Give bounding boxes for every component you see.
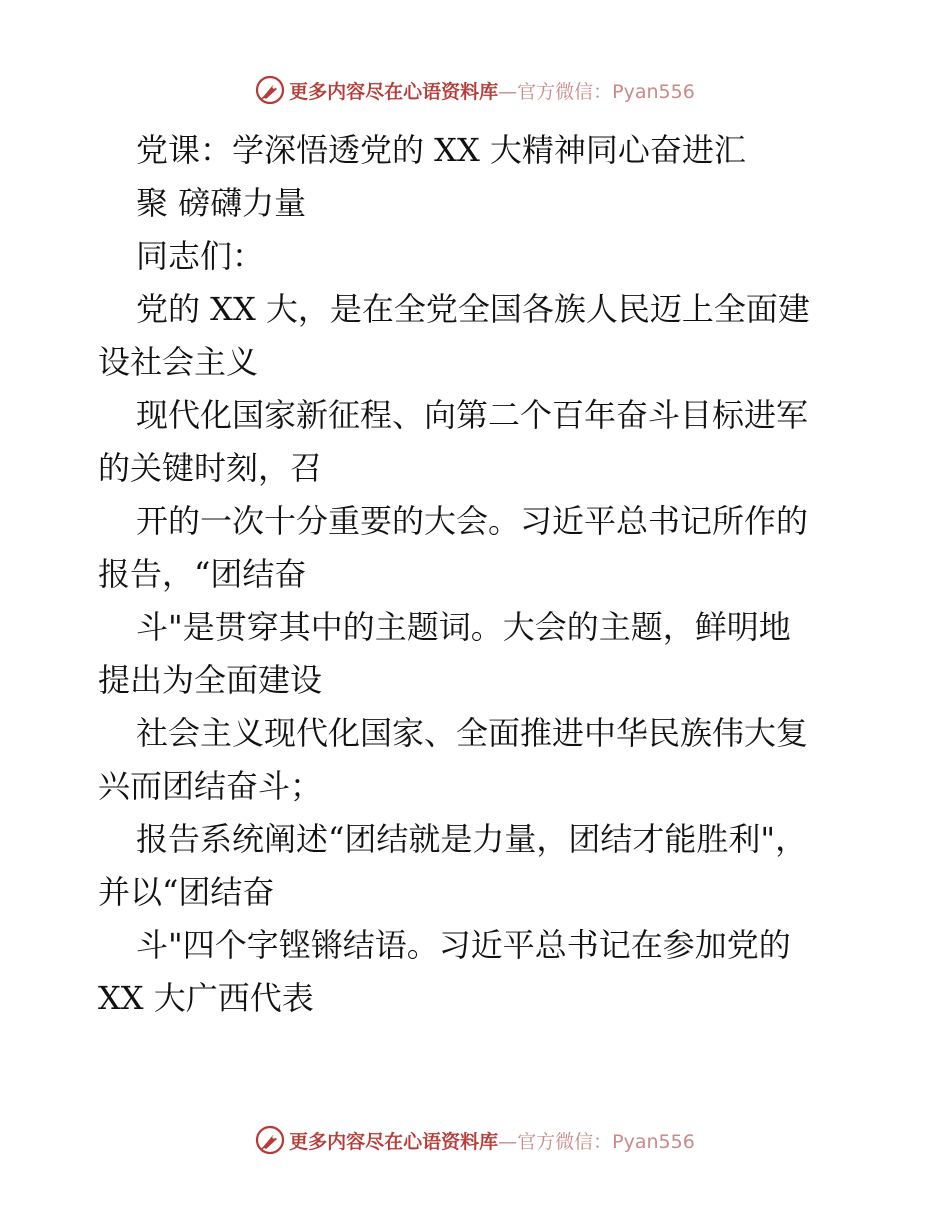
paragraph-line: 报告，“团结奋	[98, 555, 307, 593]
paragraph-line: 斗"四个字铿锵结语。习近平总书记在参加党的	[136, 926, 791, 964]
pen-tip-logo-icon	[255, 75, 285, 105]
paragraph-line: 社会主义现代化国家、全面推进中华民族伟大复	[136, 714, 809, 752]
watermark-text	[289, 1127, 695, 1154]
watermark-sub: 官方微信：Pyan556	[517, 1130, 695, 1153]
paragraph-line: 设社会主义	[98, 343, 259, 381]
watermark-sub: 官方微信：Pyan556	[517, 80, 695, 103]
title-line-2: 聚 磅礴力量	[136, 184, 307, 222]
watermark-text	[289, 77, 695, 104]
pen-tip-logo-icon	[255, 1125, 285, 1155]
paragraph-line: 提出为全面建设	[98, 661, 323, 699]
watermark-banner-top	[0, 72, 950, 108]
paragraph-line: 党的 XX 大，是在全党全国各族人民迈上全面建	[136, 290, 810, 328]
watermark-dash: —	[498, 80, 518, 103]
watermark-banner-bottom	[0, 1122, 950, 1158]
watermark-dash: —	[498, 1130, 518, 1153]
watermark-main: 更多内容尽在心语资料库	[289, 1130, 499, 1153]
document-body	[98, 124, 858, 1025]
paragraph-line: 并以“团结奋	[98, 873, 275, 911]
paragraph-line: 的关键时刻，召	[98, 449, 323, 487]
paragraph-line: 现代化国家新征程、向第二个百年奋斗目标进军	[136, 396, 809, 434]
paragraph-line: XX 大广西代表	[98, 979, 314, 1017]
paragraph-line: 兴而团结奋斗；	[98, 767, 323, 805]
paragraph-line: 报告系统阐述“团结就是力量，团结才能胜利"，	[136, 820, 808, 858]
title-line-1: 党课：学深悟透党的 XX 大精神同心奋进汇	[136, 131, 746, 169]
salutation: 同志们：	[136, 237, 265, 275]
paragraph-line: 斗"是贯穿其中的主题词。大会的主题，鲜明地	[136, 608, 791, 646]
watermark-main: 更多内容尽在心语资料库	[289, 80, 499, 103]
paragraph-line: 开的一次十分重要的大会。习近平总书记所作的	[136, 502, 809, 540]
